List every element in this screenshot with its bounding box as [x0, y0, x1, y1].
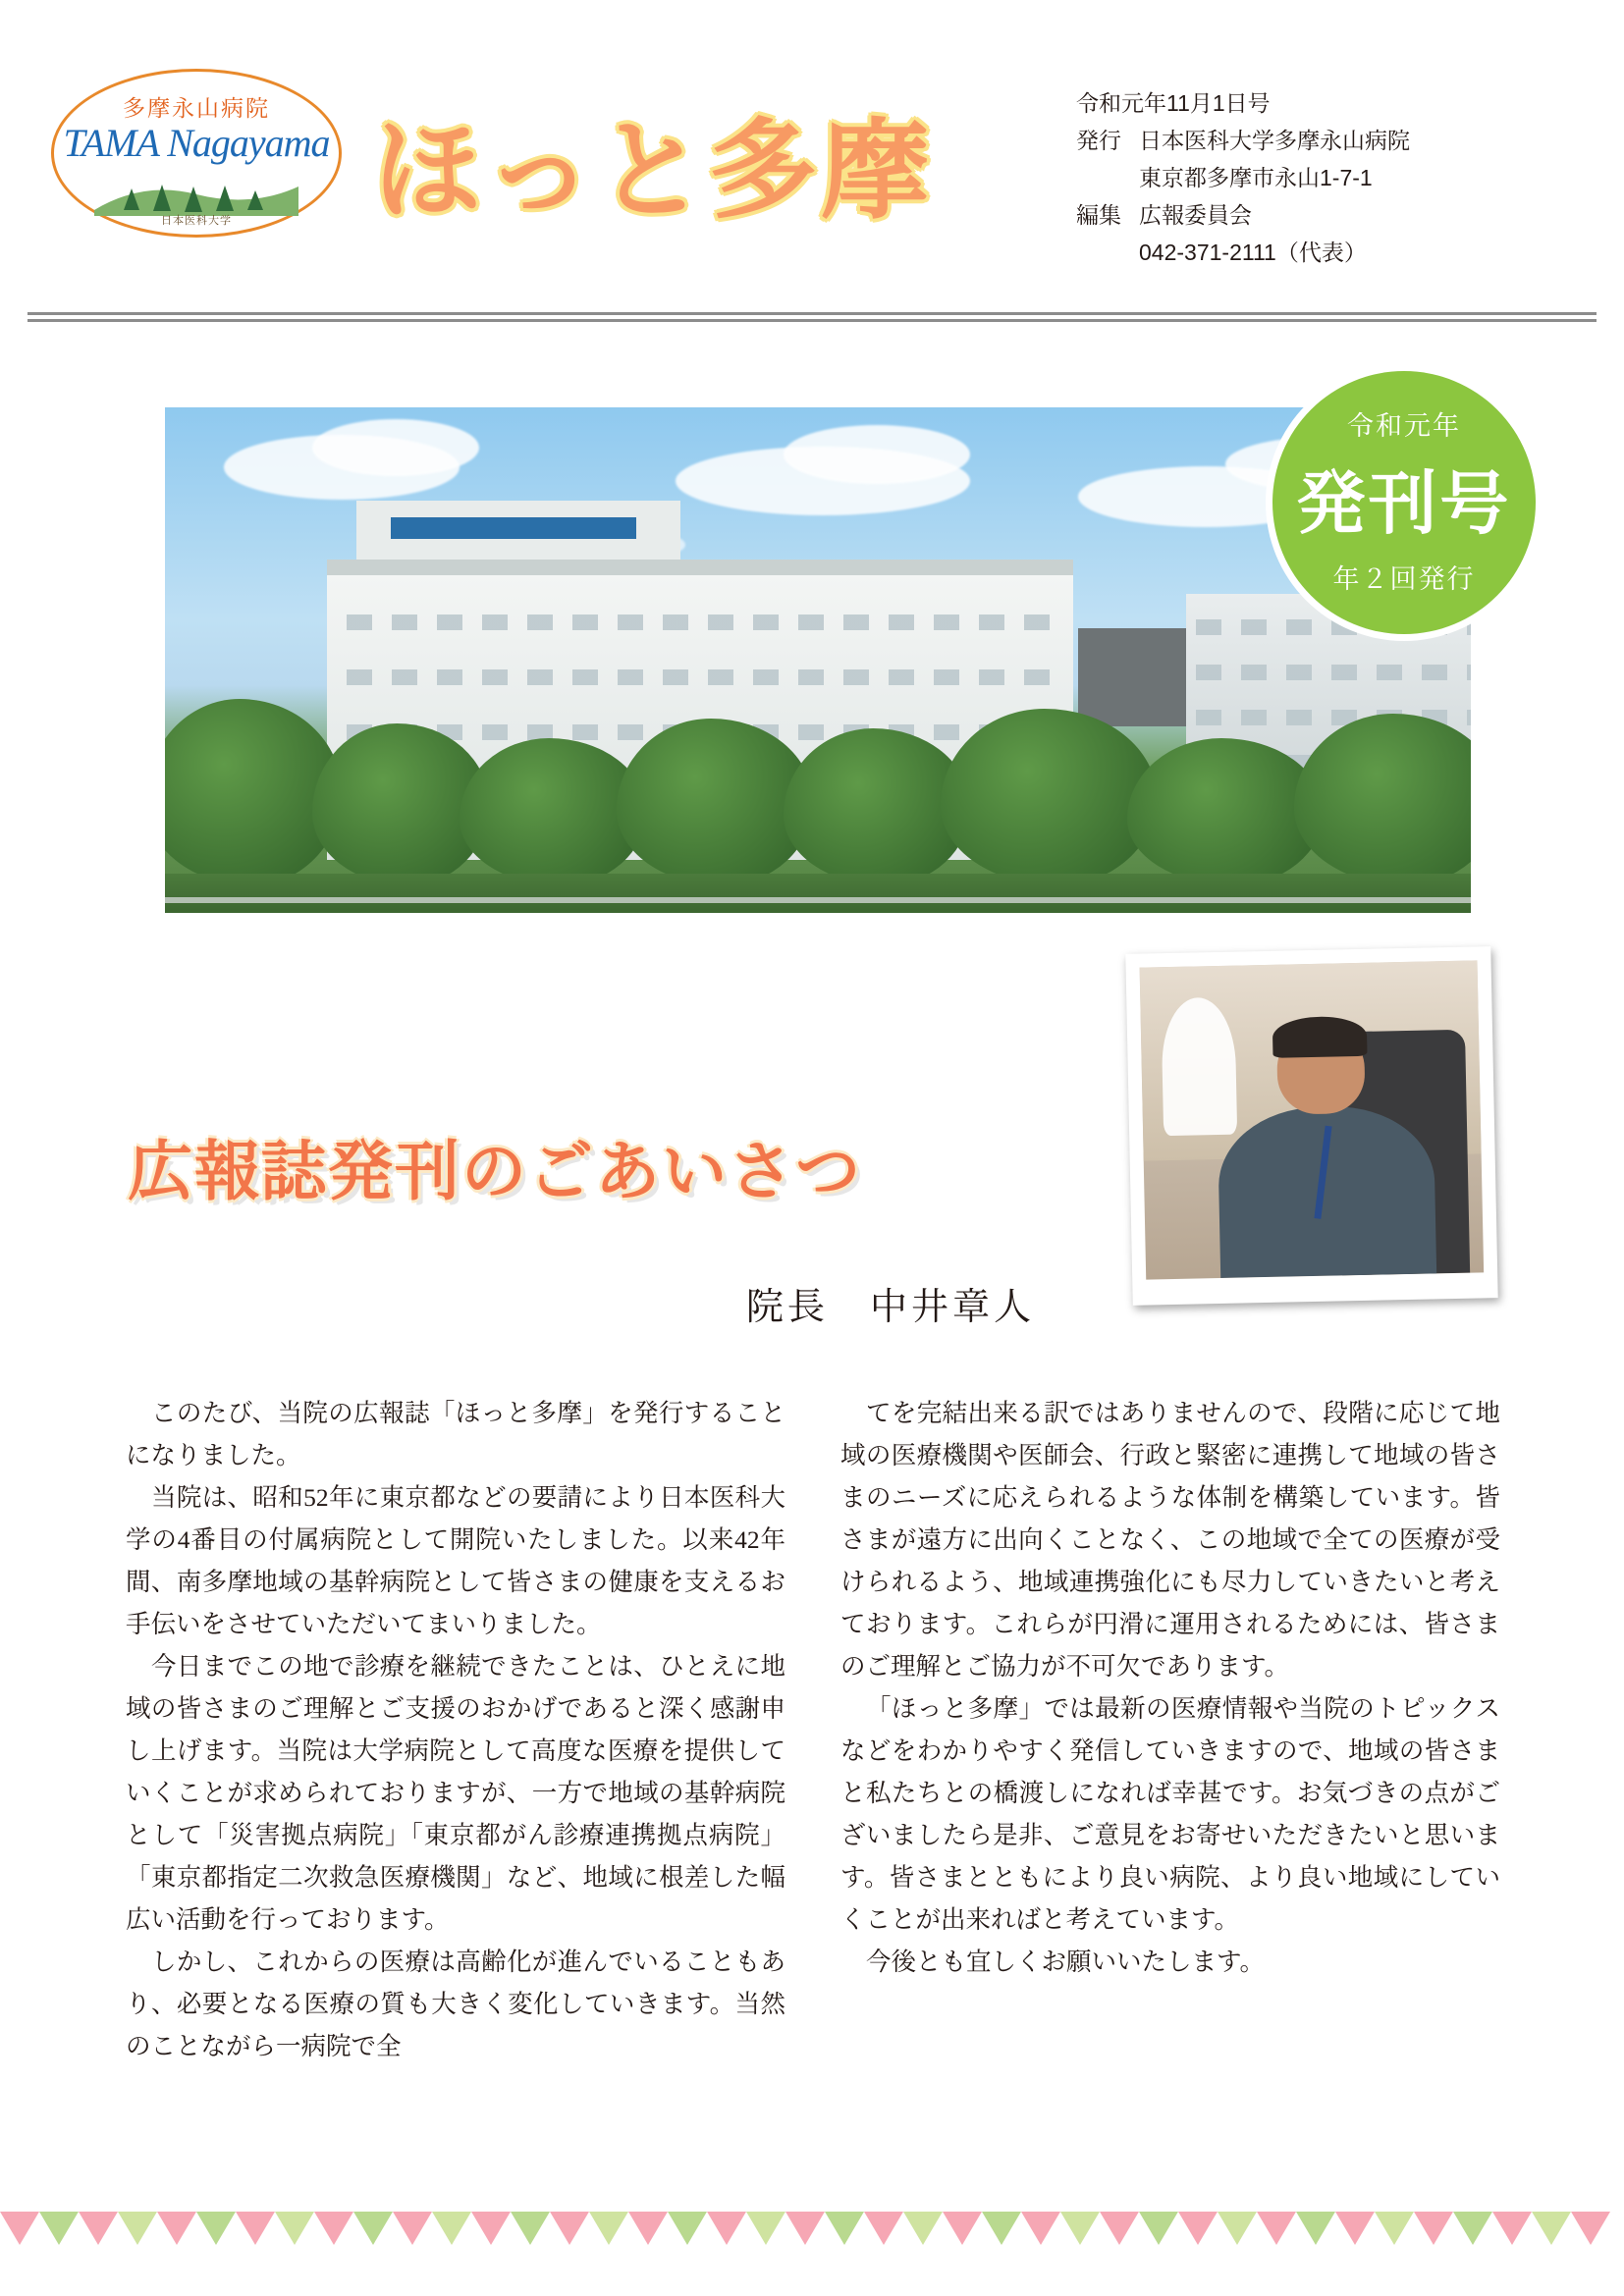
footer-triangle — [1060, 2212, 1100, 2245]
article-byline: 院長 中井章人 — [746, 1287, 1036, 1328]
footer-triangle — [471, 2212, 511, 2245]
director-portrait-photo — [1125, 946, 1497, 1306]
footer-triangle — [511, 2212, 550, 2245]
paragraph: このたび、当院の広報誌「ほっと多摩」を発行することになりました。 — [126, 1399, 785, 1469]
paragraph: 当院は、昭和52年に東京都などの要請により日本医科大学の4番目の付属病院として開院いたしました。以来42年間、南多摩地域の基幹病院として皆さまの健康を支えるお手伝いをさせていただいてまいりました。 — [126, 1483, 785, 1638]
footer-triangle — [746, 2212, 785, 2245]
publisher-label: 発行 — [1076, 128, 1121, 153]
stamp-line-2: 発刊号 — [1296, 465, 1512, 542]
footer-triangle — [1532, 2212, 1571, 2245]
logo-top-text: 多摩永山病院 — [123, 96, 270, 121]
editor-label: 編集 — [1076, 202, 1121, 228]
footer-triangle — [1257, 2212, 1296, 2245]
footer-triangle — [1139, 2212, 1178, 2245]
article-body — [126, 1392, 1500, 2067]
footer-triangle — [1100, 2212, 1139, 2245]
footer-triangle — [589, 2212, 628, 2245]
paragraph: 今日までこの地で診療を継続できたことは、ひとえに地域の皆さまのご理解とご支援のおかげであると深く感謝申し上げます。当院は大学病院として高度な医療を提供していくことが求められておりますが、一方で地域の基幹病院として「災害拠点病院」「東京都がん診療連携拠点病院」「東京都指定二次救急医療機関」など、地域に根差した幅広い活動を行っております。 — [126, 1652, 785, 1934]
footer-triangle — [903, 2212, 943, 2245]
footer-triangle — [1021, 2212, 1060, 2245]
header-divider — [27, 312, 1597, 322]
footer-triangle — [1453, 2212, 1492, 2245]
contact-phone: 042-371-2111（代表） — [1139, 240, 1367, 265]
footer-triangle — [314, 2212, 353, 2245]
footer-triangle — [353, 2212, 393, 2245]
footer-triangle — [1375, 2212, 1414, 2245]
building-sign — [391, 517, 636, 539]
article-title: 広報誌発刊のごあいさつ — [128, 1134, 862, 1209]
footer-triangle — [982, 2212, 1021, 2245]
paragraph: てを完結出来る訳ではありませんので、段階に応じて地域の医療機関や医師会、行政と緊密に連携して地域の皆さまのニーズに応えられるような体制を構築しています。皆さまが遠方に出向くことなく、この地域で全ての医療が受けられるよう、地域連携強化にも尽力していきたいと考えております。これらが円滑に運用されるためには、皆さまのご理解とご協力が不可欠であります。 — [840, 1399, 1500, 1681]
publisher-row — [1076, 122, 1538, 159]
publisher-name: 日本医科大学多摩永山病院 — [1139, 128, 1410, 153]
footer-triangle — [1218, 2212, 1257, 2245]
footer-triangle — [1178, 2212, 1218, 2245]
hospital-logo — [51, 69, 346, 243]
publisher-address: 東京都多摩市永山1-7-1 — [1139, 165, 1373, 190]
footer-triangle — [236, 2212, 275, 2245]
tree-row — [165, 702, 1471, 913]
footer-triangle — [707, 2212, 746, 2245]
paragraph: しかし、これからの医療は高齢化が進んでいることもあり、必要となる医療の質も大きく変化していきます。当然のことながら一病院で全 — [126, 1948, 785, 2060]
footer-triangle — [1414, 2212, 1453, 2245]
footer-triangle-band — [0, 2212, 1624, 2251]
editor-row — [1076, 196, 1538, 234]
footer-triangle — [0, 2212, 39, 2245]
footer-triangle — [393, 2212, 432, 2245]
article-column-left — [126, 1392, 785, 2067]
logo-bottom-text: 日本医科大学 — [161, 215, 232, 227]
stamp-line-1: 令和元年 — [1347, 411, 1461, 441]
footer-triangle — [825, 2212, 864, 2245]
article-column-right — [840, 1392, 1500, 2067]
issue-stamp-badge — [1272, 371, 1536, 634]
page-header — [0, 47, 1624, 273]
footer-triangle — [1492, 2212, 1532, 2245]
footer-triangle — [550, 2212, 589, 2245]
footer-triangle — [275, 2212, 314, 2245]
issue-date: 令和元年11月1日号 — [1076, 90, 1271, 116]
footer-triangle — [668, 2212, 707, 2245]
logo-main-text: TAMA Nagayama — [63, 121, 330, 165]
footer-triangle — [432, 2212, 471, 2245]
paragraph: 今後とも宜しくお願いいたします。 — [866, 1948, 1265, 1976]
logo-hill-graphic — [94, 171, 298, 216]
footer-triangle — [196, 2212, 236, 2245]
footer-triangle — [628, 2212, 668, 2245]
footer-triangle — [157, 2212, 196, 2245]
paragraph: 「ほっと多摩」では最新の医療情報や当院のトピックスなどをわかりやすく発信していきますので、地域の皆さまと私たちとの橋渡しになれば幸甚です。お気づきの点がございましたら是非、ご意見をお寄せいただきたいと思います。皆さまとともにより良い病院、より良い地域にしていくことが出来ればと考えています。 — [840, 1694, 1500, 1934]
footer-triangle — [785, 2212, 825, 2245]
footer-triangle — [1571, 2212, 1610, 2245]
masthead-title: ほっと多摩 — [373, 108, 933, 234]
footer-triangle — [118, 2212, 157, 2245]
footer-triangle — [79, 2212, 118, 2245]
footer-triangle — [943, 2212, 982, 2245]
editor-name: 広報委員会 — [1139, 202, 1252, 228]
stamp-line-3: 年２回発行 — [1332, 564, 1476, 594]
footer-triangle — [1296, 2212, 1335, 2245]
issue-info-block — [1076, 84, 1538, 271]
footer-triangle — [39, 2212, 79, 2245]
footer-triangle — [1335, 2212, 1375, 2245]
footer-triangle — [864, 2212, 903, 2245]
